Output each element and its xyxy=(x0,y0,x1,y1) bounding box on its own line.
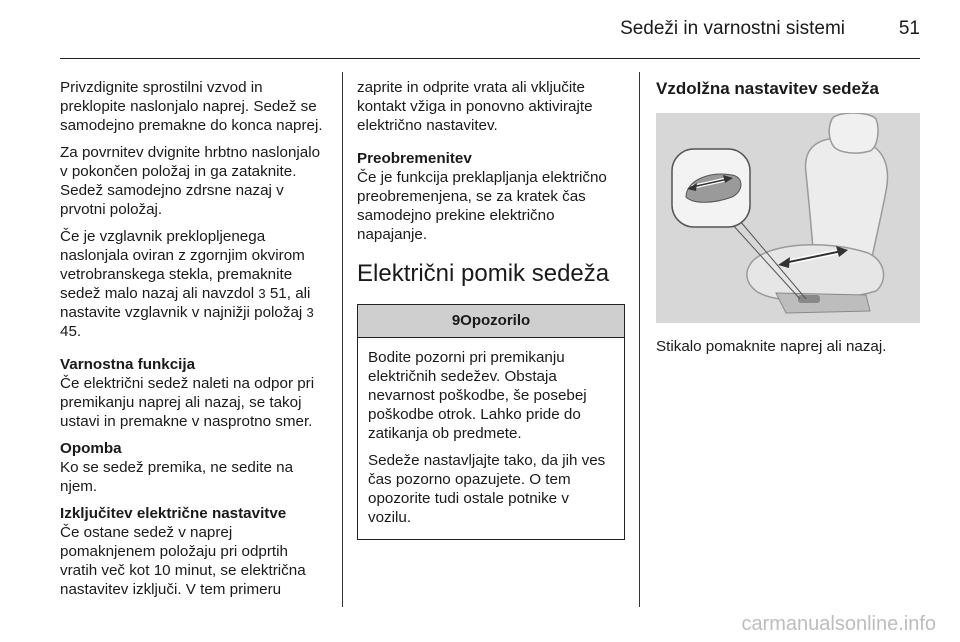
page-ref-icon: 3 xyxy=(258,286,266,301)
safety-heading: Varnostna funkcija xyxy=(60,356,196,373)
disable-text: Če ostane sedež v naprej pomaknjenem položaju pri odprtih vratih več kot 10 minut, se električna nastavitev izklјuči. V tem primeru xyxy=(60,524,306,598)
warning-body xyxy=(358,338,624,539)
note-text: Ko se sedež premika, ne sedite na njem. xyxy=(60,459,294,495)
section-heading: Električni pomik sedeža xyxy=(357,260,610,287)
page-header xyxy=(60,0,920,59)
warning-label: Opozorilo xyxy=(460,312,531,329)
header-title: Sedeži in varnostni sistemi xyxy=(620,18,845,39)
column-right xyxy=(656,78,924,364)
overload-block xyxy=(357,149,625,244)
disable-heading: Izklјučitev električne nastavitve xyxy=(60,505,287,522)
warning-box xyxy=(357,304,625,540)
paragraph-restore-seat: Za povrnitev dvignite hrbtno naslonjalo v pokončen položaj in ga zataknite. Sedež samodejno zdrsne nazaj v prvotni položaj. xyxy=(60,144,321,218)
note-heading: Opomba xyxy=(60,440,122,457)
seat-adjust-illustration xyxy=(656,113,920,323)
paragraph-headrest: Če je vzglavnik preklopljenega naslonjala oviran z zgornjim okvirom vetrobranskega stekla, premaknite sedež malo nazaj ali navzdol 3 51, ali nastavite vzglavnik v najnižji položaj 3 45. xyxy=(60,228,314,340)
warning-text-1: Bodite pozorni pri premikanju električnih sedežev. Obstaja nevarnost poškodbe, še posebej poškodbe otrok. Lahko pride do zatikanja ob predmete. xyxy=(368,349,587,442)
warning-icon: 9 xyxy=(451,312,461,329)
column-left xyxy=(60,78,328,607)
subsection-heading: Vzdolžna nastavitev sedeža xyxy=(656,79,879,98)
overload-heading: Preobremenitev xyxy=(357,150,472,167)
continuation-text: zaprite in odprite vrata ali vključite kontakt vžiga in ponovno aktivirajte električno nastavitev. xyxy=(357,79,593,134)
warning-header xyxy=(358,305,624,338)
note-block xyxy=(60,439,328,496)
overload-text: Če je funkcija preklapljanja električno preobremenjena, se za kratek čas samodejno prekine električno napajanje. xyxy=(357,169,607,243)
safety-block xyxy=(60,355,328,431)
page-number: 51 xyxy=(898,18,920,39)
safety-text: Če električni sedež naleti na odpor pri premikanju naprej ali nazaj, se takoj ustavi in premakne v nasprotno smer. xyxy=(60,375,315,430)
column-divider-2 xyxy=(639,72,640,607)
disable-block xyxy=(60,504,328,599)
watermark: carmanualsonline.info xyxy=(741,613,936,635)
paragraph-fold-seat: Privzdignite sprostilni vzvod in preklopite naslonjalo naprej. Sedež se samodejno premakne do konca naprej. xyxy=(60,79,323,134)
page-ref-icon: 3 xyxy=(306,305,314,320)
column-divider-1 xyxy=(342,72,343,607)
warning-text-2: Sedeže nastavljajte tako, da jih ves čas pozorno opazujete. O tem opozorite tudi ostale potnike v vozilu. xyxy=(368,452,606,526)
illustration-caption: Stikalo pomaknite naprej ali nazaj. xyxy=(656,338,887,355)
column-middle xyxy=(357,78,625,540)
